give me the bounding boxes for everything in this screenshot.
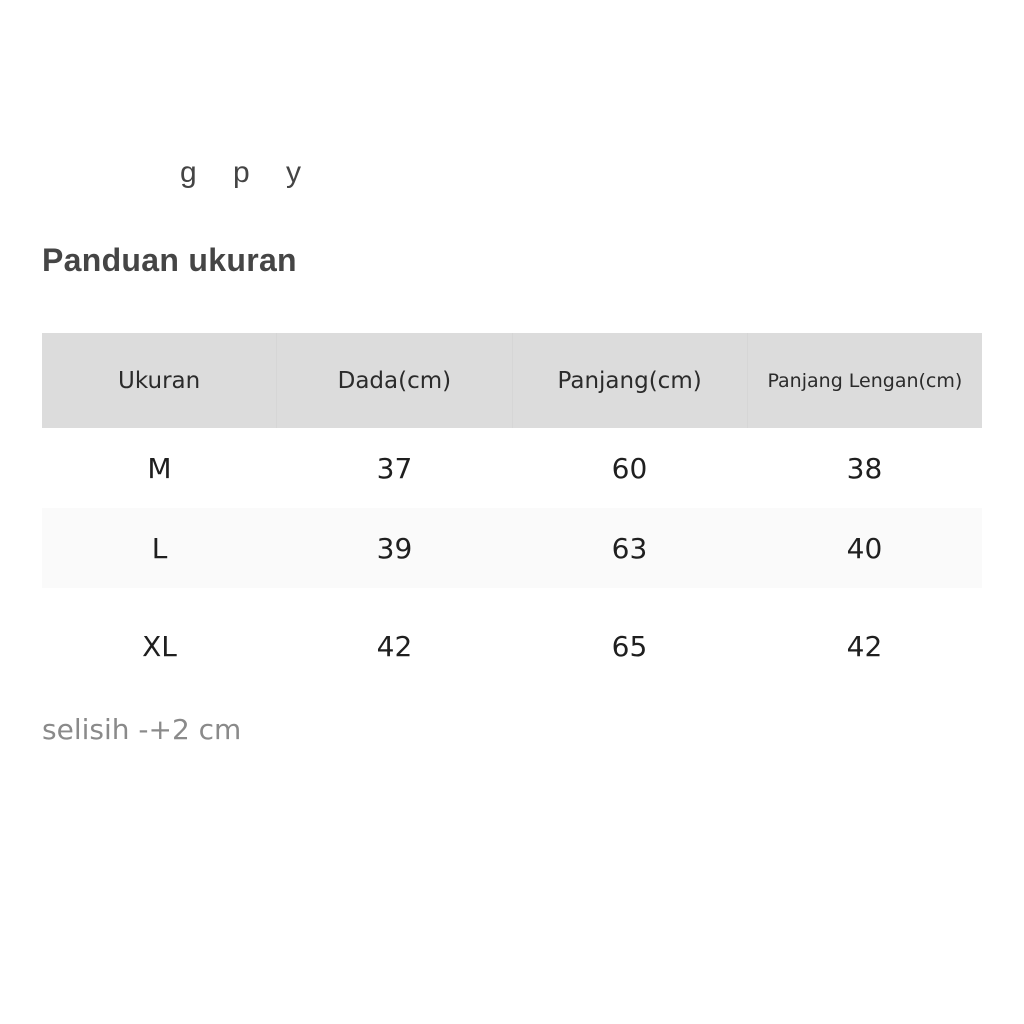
clipped-text: g p y — [180, 156, 316, 189]
cell-chest: 39 — [376, 531, 413, 565]
header-length: Panjang(cm) — [512, 333, 747, 428]
cell-length: 65 — [611, 630, 648, 663]
cell-size: L — [151, 531, 168, 565]
cell-chest: 42 — [376, 630, 413, 663]
cell-length: 60 — [611, 451, 648, 485]
cell-size: M — [147, 451, 172, 485]
cell-length: 63 — [611, 531, 648, 565]
cell-sleeve-length: 40 — [846, 531, 883, 565]
cell-size: XL — [142, 630, 177, 663]
cell-chest: 37 — [376, 451, 413, 485]
clipped-text-line — [42, 148, 642, 190]
header-chest: Dada(cm) — [276, 333, 511, 428]
size-table — [42, 333, 982, 696]
table-header-row — [42, 333, 982, 428]
cell-sleeve-length: 38 — [846, 451, 883, 485]
cell-sleeve-length: 42 — [846, 630, 883, 663]
tolerance-note: selisih -+2 cm — [42, 713, 242, 746]
header-sleeve-length: Panjang Lengan(cm) — [747, 333, 982, 428]
header-size: Ukuran — [118, 367, 201, 394]
table-row — [42, 428, 982, 508]
table-row — [42, 588, 982, 696]
table-row — [42, 508, 982, 588]
section-title: Panduan ukuran — [42, 242, 297, 278]
